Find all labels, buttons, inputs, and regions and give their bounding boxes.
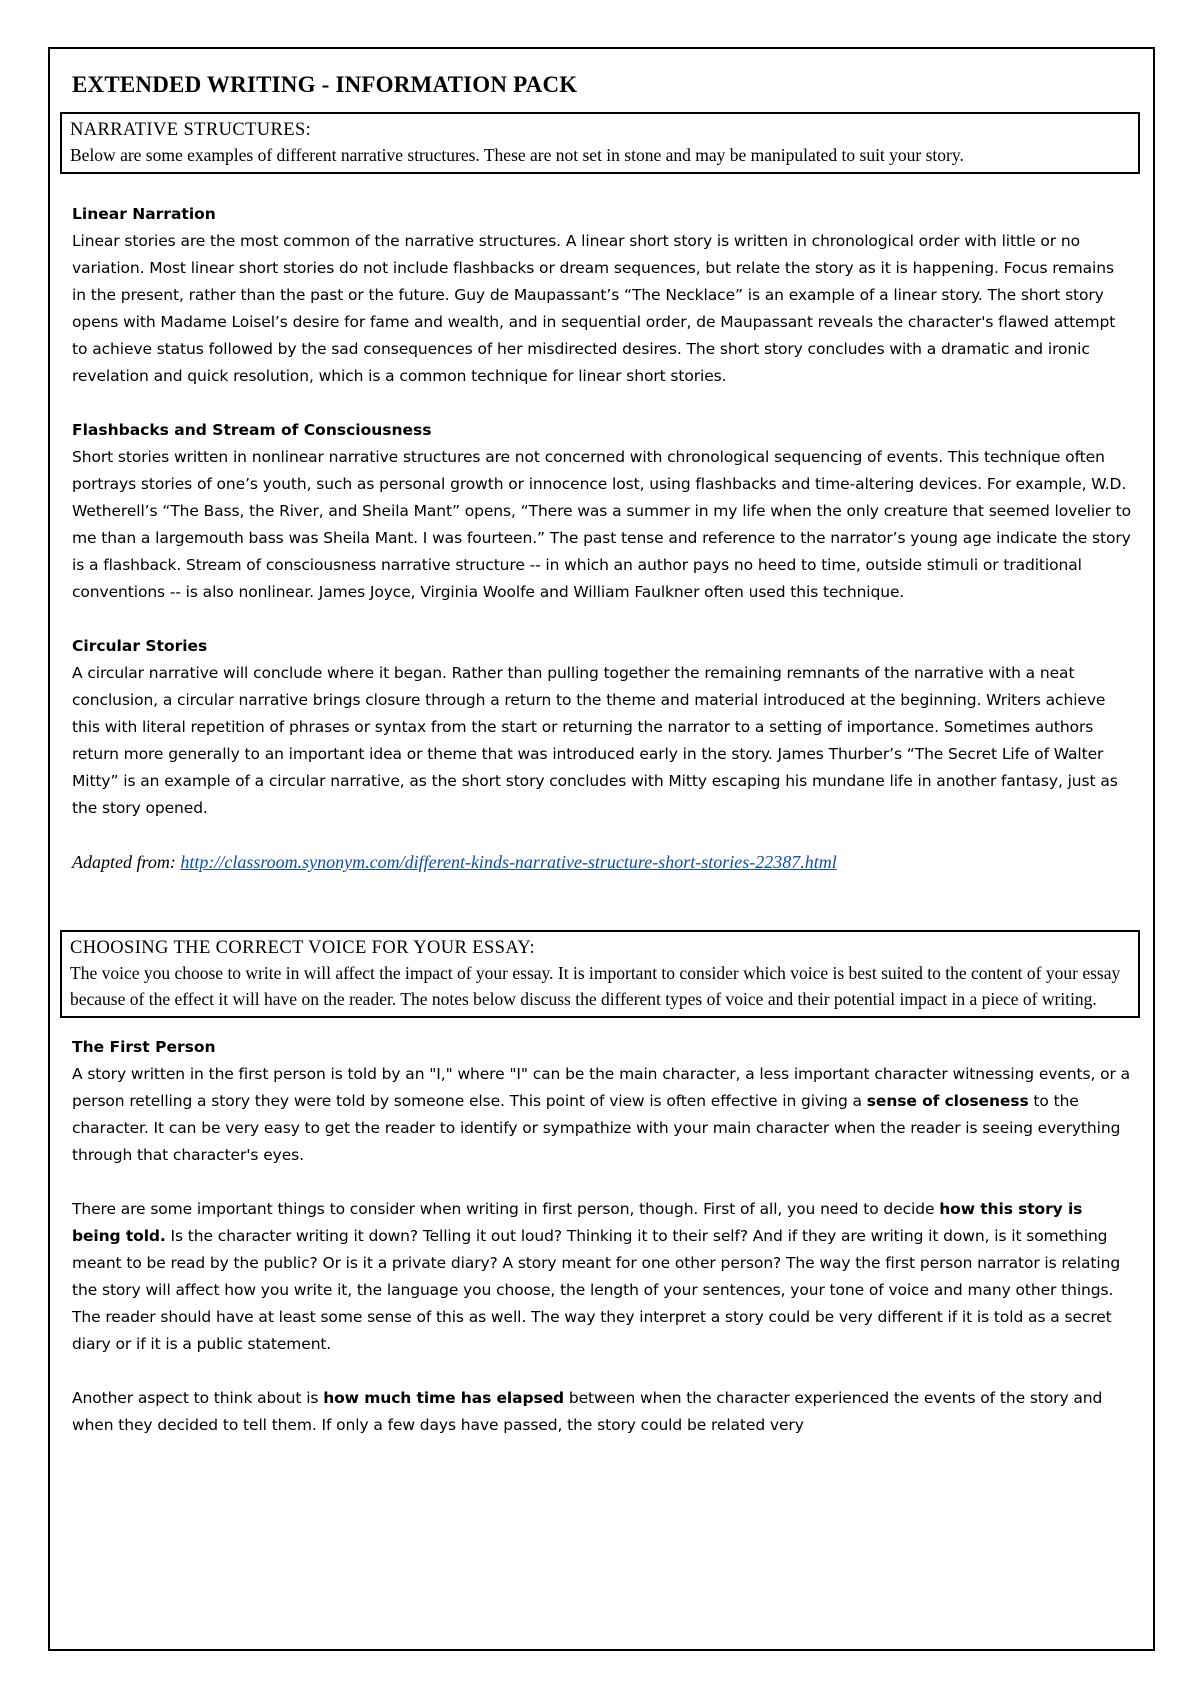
document-title: EXTENDED WRITING - INFORMATION PACK [72, 72, 578, 97]
source-label: Adapted from: [72, 852, 181, 872]
section-flashbacks [72, 417, 1132, 606]
narrative-structures-intro: Below are some examples of different narrative structures. These are not set in stone and may be manipulated to suit your story. [70, 145, 964, 165]
text-run: to the character. It can be very easy to get the reader to identify or sympathize with your main character when the reader is seeing everything through that character's eyes. [72, 1092, 1121, 1164]
emphasis-text: how much time has elapsed [323, 1389, 565, 1407]
first-person-paragraph-2 [72, 1196, 1132, 1358]
voice-intro: The voice you choose to write in will affect the impact of your essay. It is important to consider which voice is best suited to the content of your essay because of the effect it will have on the reader. The notes below discuss the different types of voice and their potential impact in a piece of writing. [70, 963, 1121, 1009]
section-text: A circular narrative will conclude where it began. Rather than pulling together the remaining remnants of the narrative with a neat conclusion, a circular narrative brings closure through a return to the theme and material introduced at the beginning. Writers achieve this with literal repetition of phrases or syntax from the start or returning the narrator to a setting of importance. Sometimes authors return more generally to an important idea or theme that was introduced early in the story. James Thurber’s “The Secret Life of Walter Mitty” is an example of a circular narrative, as the short story concludes with Mitty escaping his mundane life in another fantasy, just as the story opened. [72, 664, 1118, 817]
emphasis-text: sense of closeness [866, 1092, 1029, 1110]
voice-heading: CHOOSING THE CORRECT VOICE FOR YOUR ESSAY: [70, 938, 536, 958]
text-run: between when the character experienced the events of the story and when they decided to tell them. If only a few days have passed, the story could be related very [72, 1389, 1103, 1434]
emphasis-text: how this story is being told. [72, 1200, 1083, 1245]
section-text: Linear stories are the most common of the narrative structures. A linear short story is written in chronological order with little or no variation. Most linear short stories do not include flashbacks or dream sequences, but relate the story as it is happening. Focus remains in the present, rather than the past or the future. Guy de Maupassant’s “The Necklace” is an example of a linear story. The short story opens with Madame Loisel’s desire for fame and wealth, and in sequential order, de Maupassant reveals the character's flawed attempt to achieve status followed by the sad consequences of her misdirected desires. The short story concludes with a dramatic and ironic revelation and quick resolution, which is a common technique for linear short stories. [72, 232, 1116, 385]
section-heading: Flashbacks and Stream of Consciousness [72, 421, 432, 439]
first-person-paragraph-1 [72, 1061, 1132, 1169]
section-circular [72, 633, 1132, 822]
text-run: There are some important things to consider when writing in first person, though. First of all, you need to decide [72, 1200, 940, 1218]
text-run: A story written in the first person is told by an "I," where "I" can be the main character, a less important character witnessing events, or a person retelling a story they were told by someone else. This point of view is often effective in giving a [72, 1065, 1131, 1110]
text-run: Is the character writing it down? Telling it out loud? Thinking it to their self? And if they are writing it down, is it something meant to be read by the public? Or is it a private diary? A story meant for one other person? The way the first person narrator is relating the story will affect how you write it, the language you choose, the length of your sentences, your tone of voice and many other things. The reader should have at least some sense of this as well. The way they interpret a story could be very different if it is told as a secret diary or if it is a public statement. [72, 1227, 1121, 1353]
section-heading: Circular Stories [72, 637, 208, 655]
section-heading: Linear Narration [72, 205, 216, 223]
section-linear [72, 201, 1132, 390]
section-first-person [72, 1034, 1132, 1439]
narrative-structures-heading: NARRATIVE STRUCTURES: [70, 120, 312, 140]
section-text: Short stories written in nonlinear narrative structures are not concerned with chronological sequencing of events. This technique often portrays stories of one’s youth, such as personal growth or innocence lost, using flashbacks and time-altering devices. For example, W.D. Wetherell’s “The Bass, the River, and Sheila Mant” opens, “There was a summer in my life when the only creature that seemed lovelier to me than a largemouth bass was Sheila Mant. I was fourteen.” The past tense and reference to the narrator’s young age indicate the story is a flashback. Stream of consciousness narrative structure -- in which an author pays no heed to time, outside stimuli or traditional conventions -- is also nonlinear. James Joyce, Virginia Woolfe and William Faulkner often used this technique. [72, 448, 1131, 601]
narrative-structures-box [60, 112, 1140, 174]
voice-box [60, 930, 1140, 1018]
text-run: Another aspect to think about is [72, 1389, 324, 1407]
section-heading: The First Person [72, 1038, 216, 1056]
document-content [72, 72, 1132, 1439]
first-person-paragraph-3 [72, 1385, 1132, 1439]
source-citation [72, 849, 1132, 876]
source-link[interactable]: http://classroom.synonym.com/different-kinds-narrative-structure-short-stories-22387.html [180, 852, 837, 872]
